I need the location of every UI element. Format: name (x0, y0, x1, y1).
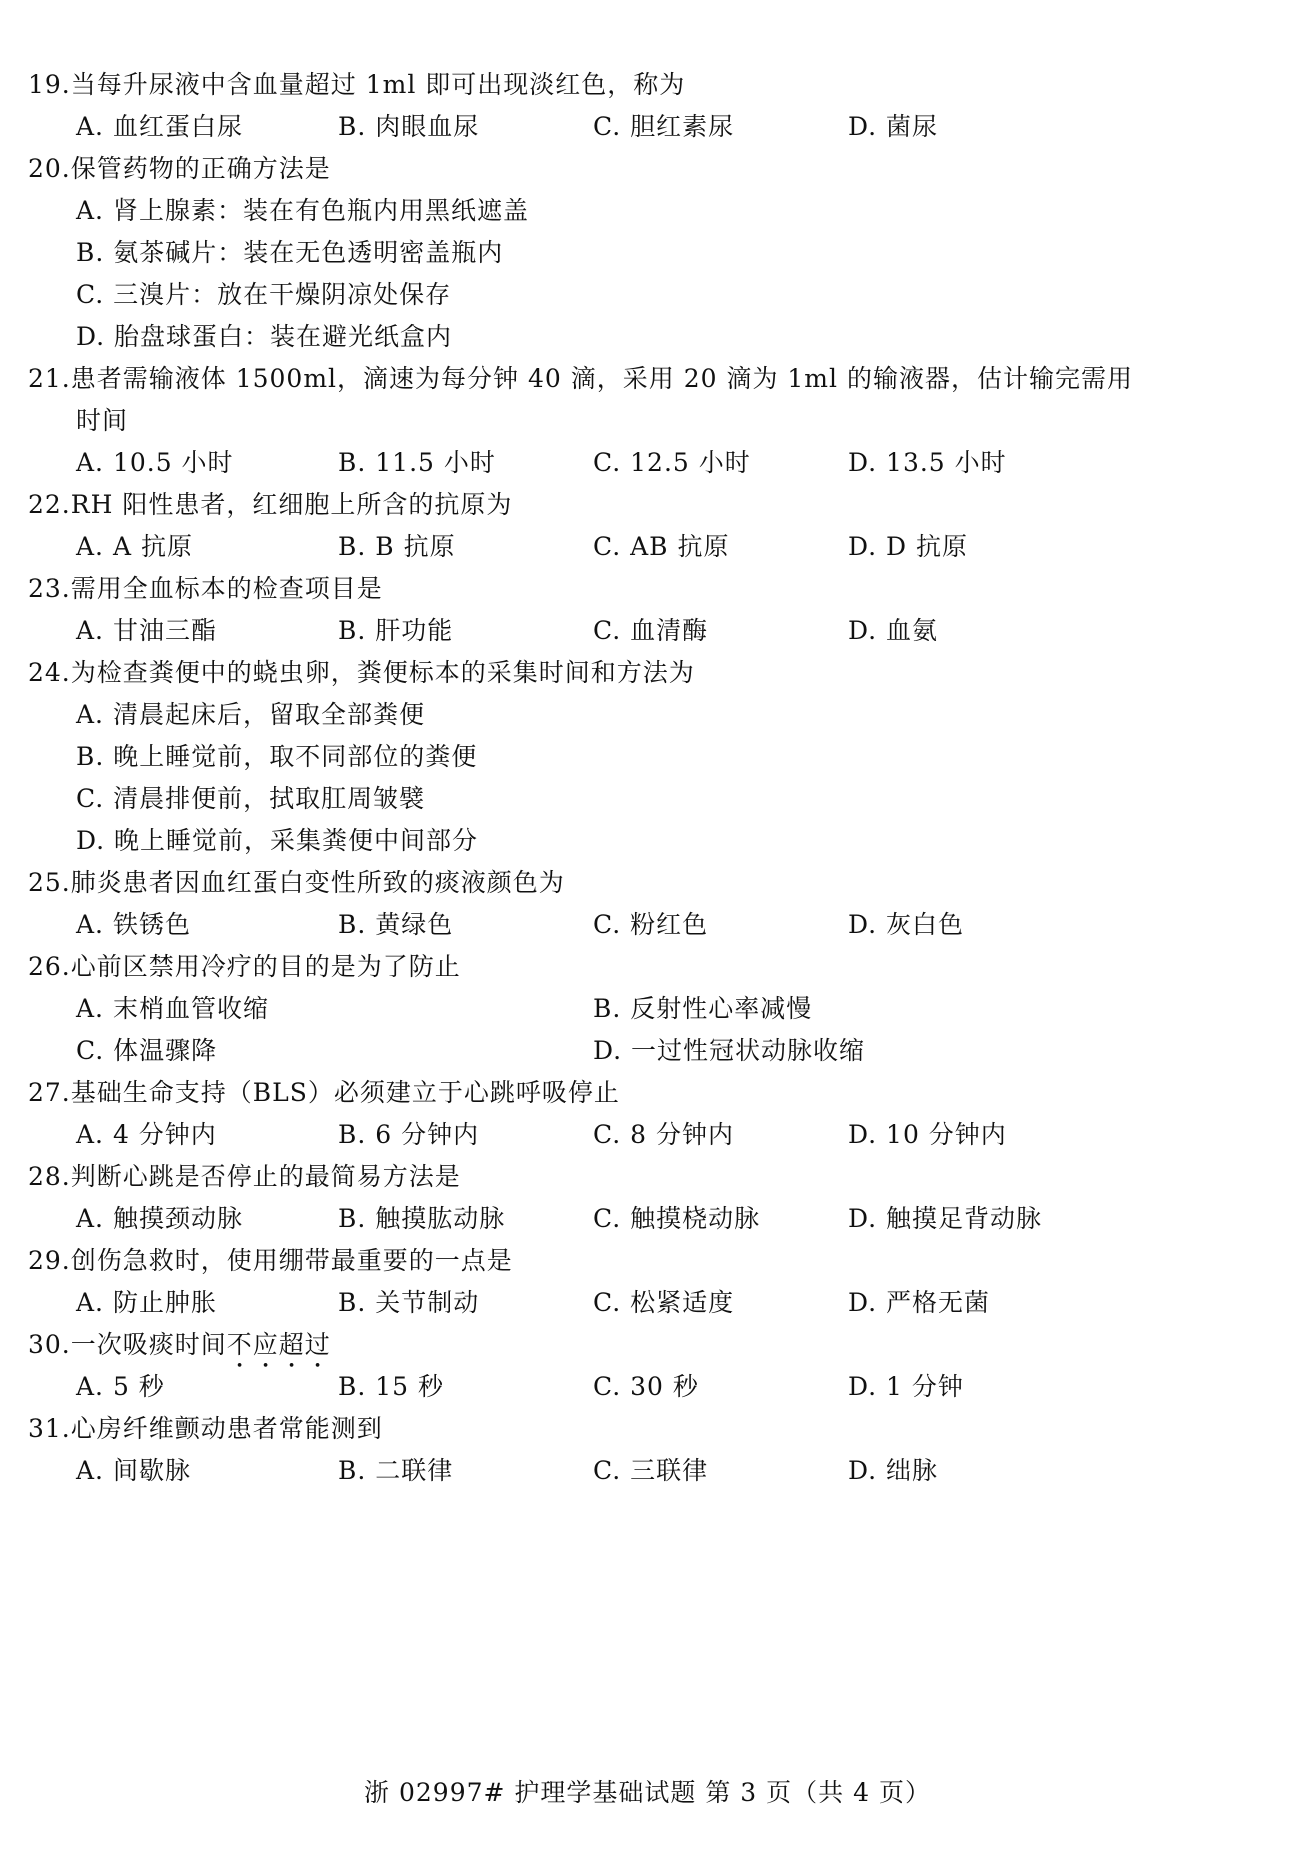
q30-option-a: A. 5 秒 (76, 1372, 165, 1401)
q22-option-c: C. AB 抗原 (593, 532, 730, 561)
q29-option-c: C. 松紧适度 (593, 1288, 735, 1317)
q23-option-d: D. 血氨 (848, 616, 939, 645)
q22-option-d: D. D 抗原 (848, 532, 969, 561)
q19-option-c: C. 胆红素尿 (593, 112, 735, 141)
q27-option-a: A. 4 分钟内 (76, 1120, 217, 1149)
question-27-stem: 27.基础生命支持（BLS）必须建立于心跳呼吸停止 (28, 1078, 620, 1107)
page-footer: 浙 02997# 护理学基础试题 第 3 页（共 4 页） (364, 1778, 931, 1807)
q24-option-b: B. 晚上睡觉前，取不同部位的粪便 (76, 742, 478, 771)
question-21-stem: 21.患者需输液体 1500ml，滴速为每分钟 40 滴，采用 20 滴为 1ml 的输液器，估计输完需用 (28, 364, 1133, 393)
q25-option-a: A. 铁锈色 (76, 910, 191, 939)
q30-option-d: D. 1 分钟 (848, 1372, 964, 1401)
q28-option-b: B. 触摸肱动脉 (338, 1204, 506, 1233)
q31-option-d: D. 绌脉 (848, 1456, 939, 1485)
q27-option-b: B. 6 分钟内 (338, 1120, 480, 1149)
q23-option-a: A. 甘油三酯 (76, 616, 217, 645)
q21-option-d: D. 13.5 小时 (848, 448, 1007, 477)
q23-option-c: C. 血清酶 (593, 616, 709, 645)
q31-option-b: B. 二联律 (338, 1456, 454, 1485)
q30-option-b: B. 15 秒 (338, 1372, 445, 1401)
q29-option-b: B. 关节制动 (338, 1288, 480, 1317)
q19-option-d: D. 菌尿 (848, 112, 939, 141)
q25-option-d: D. 灰白色 (848, 910, 965, 939)
q29-option-a: A. 防止肿胀 (76, 1288, 217, 1317)
question-23-stem: 23.需用全血标本的检查项目是 (28, 574, 383, 603)
q26-option-d: D. 一过性冠状动脉收缩 (593, 1036, 866, 1065)
q23-option-b: B. 肝功能 (338, 616, 454, 645)
question-31-stem: 31.心房纤维颤动患者常能测到 (28, 1414, 383, 1443)
q26-option-a: A. 末梢血管收缩 (76, 994, 269, 1023)
question-29-stem: 29.创伤急救时，使用绷带最重要的一点是 (28, 1246, 513, 1275)
q28-option-d: D. 触摸足背动脉 (848, 1204, 1043, 1233)
q25-option-b: B. 黄绿色 (338, 910, 454, 939)
q22-option-b: B. B 抗原 (338, 532, 456, 561)
question-19-stem: 19.当每升尿液中含血量超过 1ml 即可出现淡红色，称为 (28, 70, 686, 99)
q19-option-b: B. 肉眼血尿 (338, 112, 480, 141)
q20-option-a: A. 肾上腺素：装在有色瓶内用黑纸遮盖 (76, 196, 529, 225)
q31-option-c: C. 三联律 (593, 1456, 709, 1485)
q28-option-c: C. 触摸桡动脉 (593, 1204, 761, 1233)
q20-option-d: D. 胎盘球蛋白：装在避光纸盒内 (76, 322, 453, 351)
q21-option-a: A. 10.5 小时 (76, 448, 234, 477)
q24-option-c: C. 清晨排便前，拭取肛周皱襞 (76, 784, 426, 813)
question-30-stem: 30.一次吸痰时间不应超过 (28, 1330, 331, 1359)
question-26-stem: 26.心前区禁用冷疗的目的是为了防止 (28, 952, 461, 981)
question-28-stem: 28.判断心跳是否停止的最简易方法是 (28, 1162, 461, 1191)
q26-option-b: B. 反射性心率减慢 (593, 994, 813, 1023)
q27-option-d: D. 10 分钟内 (848, 1120, 1007, 1149)
q28-option-a: A. 触摸颈动脉 (76, 1204, 243, 1233)
q27-option-c: C. 8 分钟内 (593, 1120, 734, 1149)
q24-option-a: A. 清晨起床后，留取全部粪便 (76, 700, 425, 729)
q22-option-a: A. A 抗原 (76, 532, 193, 561)
q31-option-a: A. 间歇脉 (76, 1456, 191, 1485)
q19-option-a: A. 血红蛋白尿 (76, 112, 243, 141)
emphasized-text: 不应超过 (226, 1330, 331, 1359)
q21-option-c: C. 12.5 小时 (593, 448, 751, 477)
question-22-stem: 22.RH 阳性患者，红细胞上所含的抗原为 (28, 490, 513, 519)
q20-option-b: B. 氨茶碱片：装在无色透明密盖瓶内 (76, 238, 504, 267)
q30-option-c: C. 30 秒 (593, 1372, 699, 1401)
question-25-stem: 25.肺炎患者因血红蛋白变性所致的痰液颜色为 (28, 868, 565, 897)
q29-option-d: D. 严格无菌 (848, 1288, 991, 1317)
question-24-stem: 24.为检查粪便中的蛲虫卵，粪便标本的采集时间和方法为 (28, 658, 695, 687)
q24-option-d: D. 晚上睡觉前，采集粪便中间部分 (76, 826, 479, 855)
q20-option-c: C. 三溴片：放在干燥阴凉处保存 (76, 280, 452, 309)
question-21-stem-continued: 时间 (76, 406, 129, 435)
question-20-stem: 20.保管药物的正确方法是 (28, 154, 331, 183)
q26-option-c: C. 体温骤降 (76, 1036, 218, 1065)
q21-option-b: B. 11.5 小时 (338, 448, 496, 477)
q25-option-c: C. 粉红色 (593, 910, 709, 939)
